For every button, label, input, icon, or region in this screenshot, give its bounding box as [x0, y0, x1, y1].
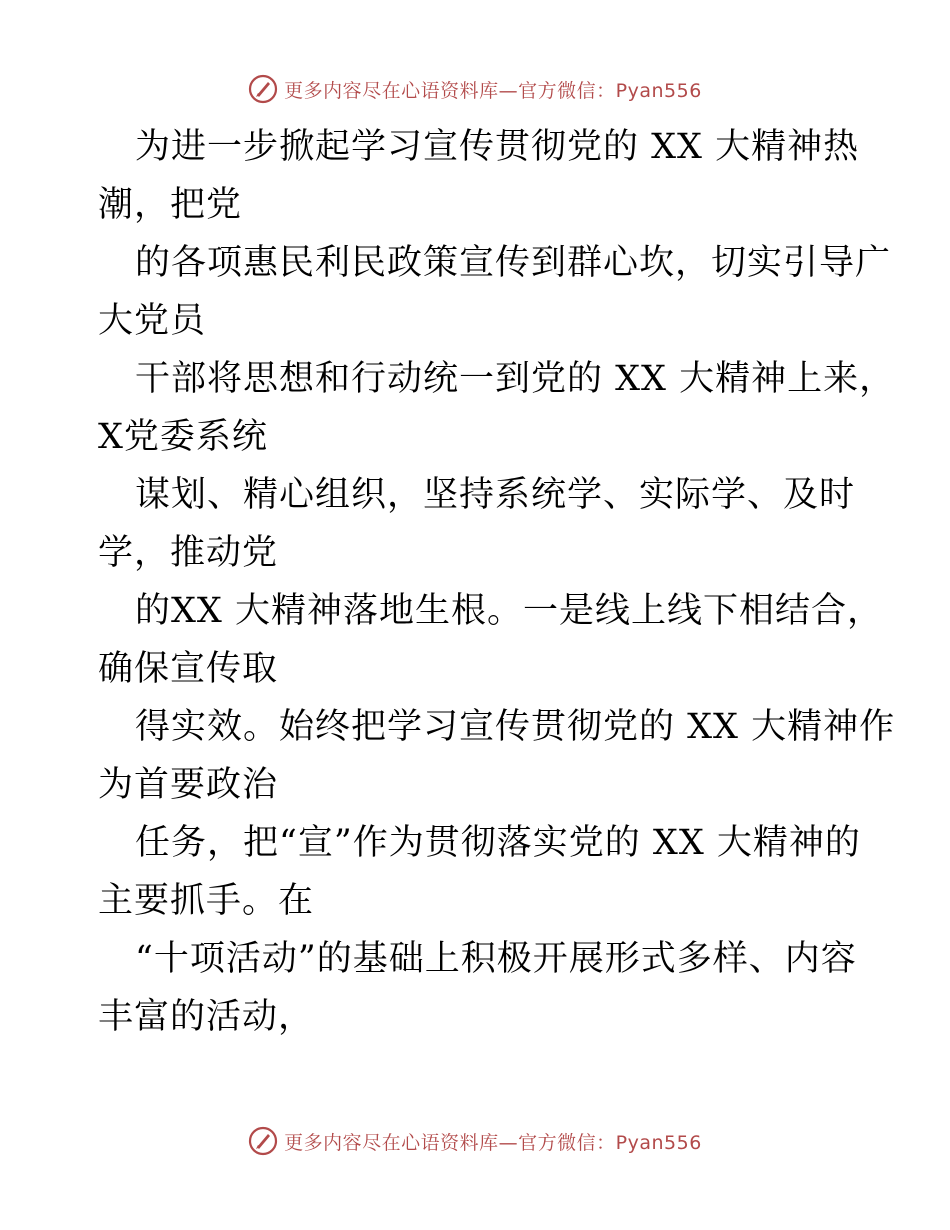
paragraph: [98, 930, 858, 1046]
quill-pen-logo-icon: [248, 1126, 278, 1156]
text-line: X党委系统: [98, 417, 268, 457]
paragraph: [98, 698, 896, 814]
paragraph: [98, 582, 883, 698]
text-line: 确保宣传取: [98, 649, 279, 689]
header-watermark: [0, 72, 950, 106]
text-line: 得实效。始终把学习宣传贯彻党的 XX 大精神作: [135, 707, 896, 747]
paragraph: [98, 814, 861, 930]
text-line: 为首要政治: [98, 765, 279, 805]
text-line: 的各项惠民利民政策宣传到群心坎，切实引导广: [135, 243, 892, 283]
watermark-text: 更多内容尽在心语资料库—官方微信：Pyan556: [284, 79, 702, 102]
text-line: 干部将思想和行动统一到党的 XX 大精神上来，: [135, 359, 896, 399]
paragraph: [98, 234, 892, 350]
document-body: [98, 118, 896, 1046]
watermark-text: 更多内容尽在心语资料库—官方微信：Pyan556: [284, 1131, 702, 1154]
text-line: “十项活动”的基础上积极开展形式多样、内容: [135, 939, 857, 979]
paragraph: [98, 350, 896, 466]
text-line: 大党员: [98, 301, 207, 341]
text-line: 为进一步掀起学习宣传贯彻党的 XX 大精神热: [135, 127, 860, 167]
text-line: 主要抓手。在: [98, 881, 315, 921]
paragraph: [98, 118, 858, 234]
paragraph: [98, 466, 858, 582]
text-line: 的XX 大精神落地生根。一是线上线下相结合，: [135, 591, 883, 631]
text-line: 谋划、精心组织，坚持系统学、实际学、及时: [135, 475, 856, 515]
text-line: 任务，把“宣”作为贯彻落实党的 XX 大精神的: [135, 823, 861, 863]
text-line: 丰富的活动，: [98, 997, 315, 1037]
quill-pen-logo-icon: [248, 74, 278, 104]
footer-watermark: [0, 1124, 950, 1158]
text-line: 学，推动党: [98, 533, 279, 573]
text-line: 潮，把党: [98, 185, 243, 225]
